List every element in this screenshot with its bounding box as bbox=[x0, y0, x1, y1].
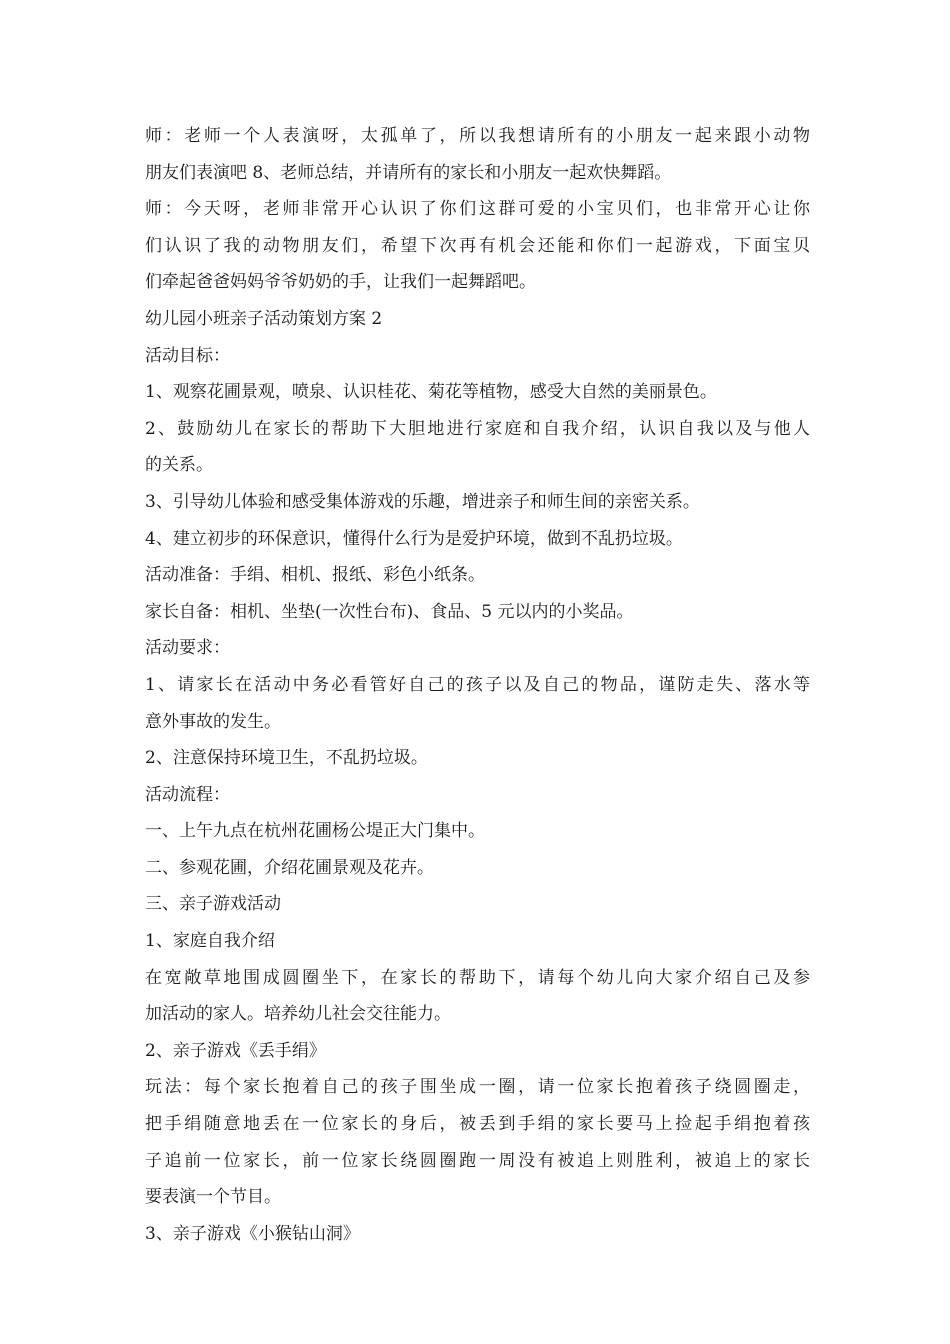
text-line: 1、请家长在活动中务必看管好自己的孩子以及自己的物品，谨防走失、落水等 bbox=[145, 674, 810, 695]
text-line: 活动流程： bbox=[145, 784, 230, 805]
text-line: 2、亲子游戏《丢手绢》 bbox=[145, 1040, 326, 1061]
document-body bbox=[145, 118, 810, 1252]
text-line: 在宽敞草地围成圆圈坐下，在家长的帮助下，请每个幼儿向大家介绍自己及参 bbox=[145, 967, 810, 988]
text-line: 活动要求： bbox=[145, 638, 230, 659]
text-line: 2、鼓励幼儿在家长的帮助下大胆地进行家庭和自我介绍，认识自我以及与他人 bbox=[145, 418, 810, 439]
text-line: 1、家庭自我介绍 bbox=[145, 931, 275, 952]
text-line: 意外事故的发生。 bbox=[145, 711, 281, 732]
text-line: 家长自备：相机、坐垫(一次性台布)、食品、5 元以内的小奖品。 bbox=[145, 601, 634, 622]
text-line: 活动目标： bbox=[145, 345, 230, 366]
text-line: 三、亲子游戏活动 bbox=[145, 894, 281, 915]
text-line: 3、引导幼儿体验和感受集体游戏的乐趣，增进亲子和师生间的亲密关系。 bbox=[145, 491, 700, 512]
text-line: 要表演一个节目。 bbox=[145, 1187, 281, 1208]
text-line: 玩法：每个家长抱着自己的孩子围坐成一圈，请一位家长抱着孩子绕圆圈走， bbox=[145, 1077, 810, 1098]
text-line: 一、上午九点在杭州花圃杨公堤正大门集中。 bbox=[145, 821, 485, 842]
text-line: 师：老师一个人表演呀，太孤单了，所以我想请所有的小朋友一起来跟小动物 bbox=[145, 126, 810, 146]
text-line: 二、参观花圃，介绍花圃景观及花卉。 bbox=[145, 857, 434, 878]
text-line: 的关系。 bbox=[145, 455, 213, 476]
text-line: 朋友们表演吧 8、老师总结，并请所有的家长和小朋友一起欢快舞蹈。 bbox=[145, 162, 672, 183]
text-line: 子追前一位家长，前一位家长绕圆圈跑一周没有被追上则胜利，被追上的家长 bbox=[145, 1150, 810, 1171]
text-line: 幼儿园小班亲子活动策划方案 2 bbox=[145, 308, 383, 329]
text-line: 们牵起爸爸妈妈爷爷奶奶的手，让我们一起舞蹈吧。 bbox=[145, 272, 536, 293]
text-line: 3、亲子游戏《小猴钻山洞》 bbox=[145, 1223, 360, 1244]
text-line: 4、建立初步的环保意识，懂得什么行为是爱护环境，做到不乱扔垃圾。 bbox=[145, 528, 683, 549]
text-line: 们认识了我的动物朋友们，希望下次再有机会还能和你们一起游戏，下面宝贝 bbox=[145, 235, 810, 256]
text-line: 加活动的家人。培养幼儿社会交往能力。 bbox=[145, 1004, 451, 1025]
text-line: 师：今天呀，老师非常开心认识了你们这群可爱的小宝贝们，也非常开心让你 bbox=[145, 199, 810, 220]
text-line: 把手绢随意地丢在一位家长的身后，被丢到手绢的家长要马上捡起手绢抱着孩 bbox=[145, 1114, 810, 1135]
text-line: 2、注意保持环境卫生，不乱扔垃圾。 bbox=[145, 748, 428, 769]
text-line: 1、观察花圃景观，喷泉、认识桂花、菊花等植物，感受大自然的美丽景色。 bbox=[145, 382, 717, 403]
text-line: 活动准备：手绢、相机、报纸、彩色小纸条。 bbox=[145, 565, 485, 586]
